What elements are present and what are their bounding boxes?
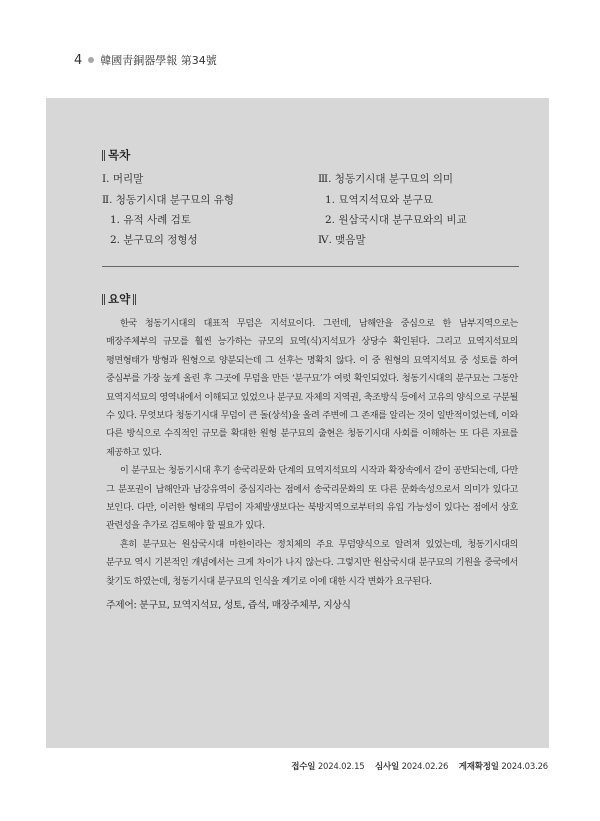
toc-item: 2. 원삼국시대 분구묘와의 비교 (325, 214, 467, 226)
heading-bar-icon (102, 150, 105, 161)
toc-heading-label: 목차 (108, 148, 131, 162)
abstract-paragraph: 흔히 분구묘는 원삼국시대 마한이라는 정치체의 주요 무덤양식으로 알려져 있었는데, 청동기시대의 분구묘 역시 기본적인 개념에서는 크게 차이가 나지 않는다. 그렇지만 원삼국시대 분구묘의 기원을 중국에서 찾기도 하였는데, 청동기시대 분구묘의 인식을 계기로 이에 대한 시각 변화가 요구된다. (106, 539, 518, 587)
toc-divider (102, 266, 519, 267)
toc-heading (102, 147, 130, 163)
abstract-body (106, 315, 518, 591)
toc-item: Ⅰ. 머리말 (102, 173, 144, 185)
heading-bar-icon (133, 294, 136, 305)
reviewed-label: 심사일 (375, 762, 400, 772)
abstract-heading-label: 요약 (108, 292, 131, 306)
toc-item: 1. 묘역지석묘와 분구묘 (325, 194, 433, 206)
heading-bar-icon (102, 294, 105, 305)
abstract-paragraph: 이 분구묘는 청동기시대 후기 송국리문화 단계의 묘역지석묘의 시작과 확장속에서 같이 공반되는데, 다만 그 분포권이 남해안과 남강유역이 중심지라는 점에서 송국리문화의 또 다른 문화속성으로서 의미가 있다고 보인다. 다만, 이러한 형태의 무덤이 자체발생보다는 북방지역으로부터의 유입 가능성이 있다는 점에서 상호 관련성을 추가로 검토해야 할 필요가 있다. (106, 466, 518, 532)
toc-item: 1. 유적 사례 검토 (110, 214, 191, 226)
keywords: 주제어: 분구묘, 묘역지석묘, 성토, 즙석, 매장주체부, 지상식 (106, 600, 351, 611)
abstract-paragraph: 한국 청동기시대의 대표적 무덤은 지석묘이다. 그런데, 남해안을 중심으로 한 남부지역으로는 매장주체부의 규모를 훨씬 능가하는 규모의 묘역(식)지석묘가 상당수 확인된다. 그리고 묘역지석묘의 평면형태가 방형과 원형으로 양분되는데 그 선후는 명확치 않다. 이 중 원형의 묘역지석묘 중 성토를 하여 중심부를 가장 높게 올린 후 그곳에 무덤을 만든 ‘분구묘’가 여럿 확인되었다. 청동기시대의 분구묘는 그동안 묘역지석묘의 영역내에서 이해되고 있었으나 분구묘 자체의 지역권, 축조방식 등에서 고유의 양식으로 구분될 수 있다. 무엇보다 청동기시대 무덤이 큰 돌(상석)을 올려 주변에 그 존재를 알리는 것이 일반적이었는데, 이와 다른 방식으로 수직적인 규모를 확대한 원형 분구묘의 출현은 청동기시대 사회를 이해하는 또 다른 자료를 제공하고 있다. (106, 319, 518, 458)
toc-item: Ⅲ. 청동기시대 분구묘의 의미 (318, 173, 454, 185)
journal-title: 韓國靑銅器學報 第34號 (100, 54, 217, 67)
received-label: 접수일 (291, 762, 316, 772)
reviewed-date: 2024.02.26 (401, 762, 449, 772)
toc-item: Ⅱ. 청동기시대 분구묘의 유형 (102, 194, 235, 206)
footer-dates (291, 760, 548, 772)
toc-item: 2. 분구묘의 정형성 (110, 234, 198, 246)
received-date: 2024.02.15 (317, 762, 365, 772)
accepted-date: 2024.03.26 (501, 762, 548, 772)
page-number: 4 (74, 52, 83, 68)
toc-item: Ⅳ. 맺음말 (318, 234, 366, 246)
accepted-label: 게재확정일 (458, 762, 499, 772)
bullet-dot-icon (88, 57, 94, 63)
running-header (74, 52, 217, 68)
abstract-heading (102, 291, 136, 307)
